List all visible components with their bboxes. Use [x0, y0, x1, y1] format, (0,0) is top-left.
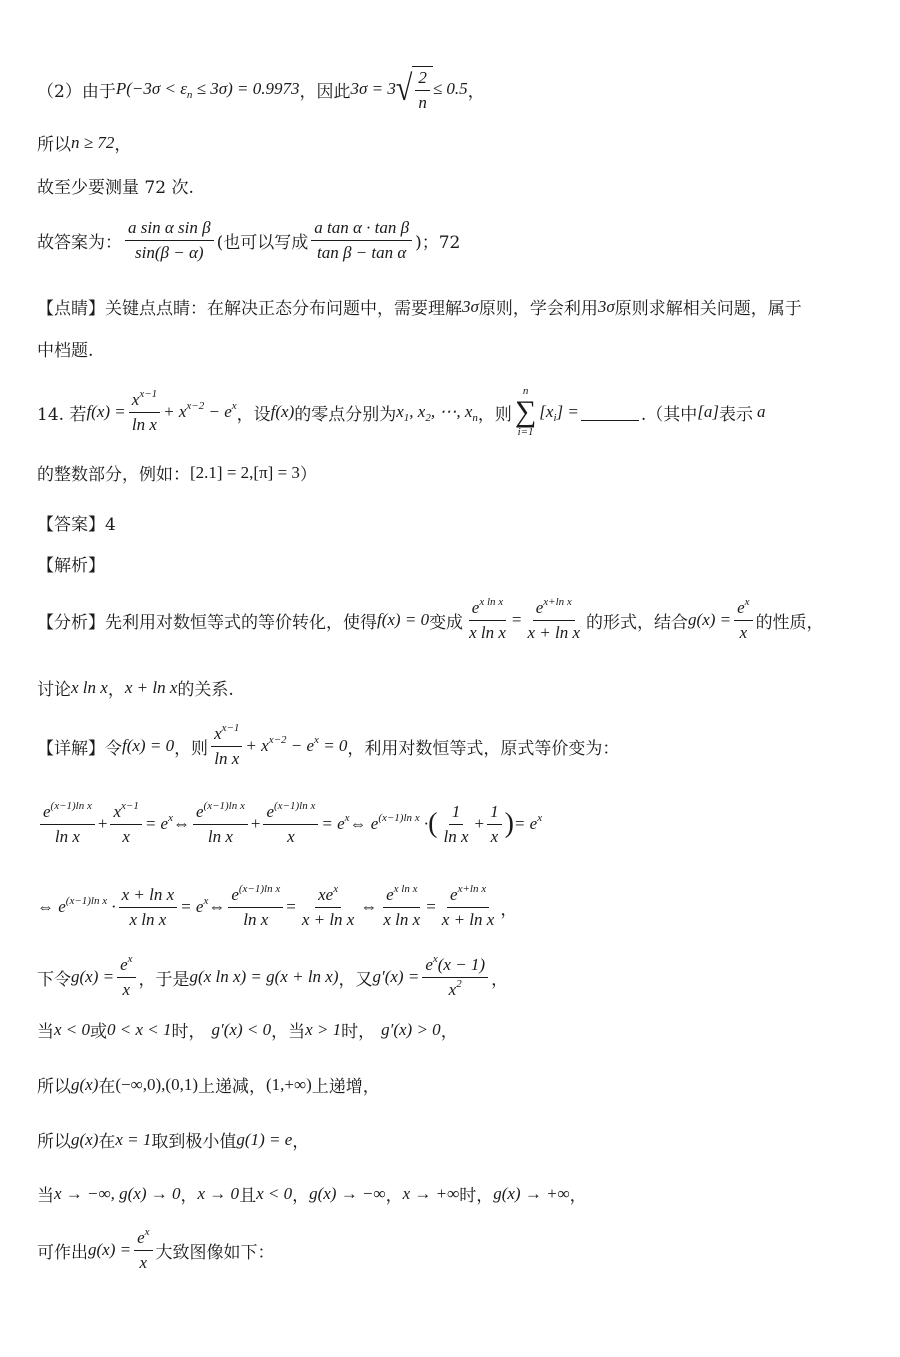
math: f(x) = 0 [122, 736, 175, 756]
math: ≤ 0.5 [432, 79, 468, 99]
conclusion-n-line [37, 130, 131, 155]
analysis-line [37, 595, 824, 642]
text: （2）由于 [37, 81, 116, 102]
graph-intro-line [37, 1225, 275, 1272]
answer-blank [581, 404, 639, 421]
fraction: $\frac{x^{x-1}}{\text{ln x}}$ [129, 390, 160, 434]
math: n ≥ 72 [71, 132, 115, 152]
text: 故答案为： [37, 232, 122, 253]
text: 时， [341, 1022, 376, 1042]
fraction: $\frac{x^{x-1}}{\text{ln x}}$ [211, 724, 242, 768]
math: g(x) [71, 1074, 99, 1094]
text: 讨论 [37, 680, 71, 700]
math: ⇔ [360, 897, 378, 917]
math: 3σ = 3 [350, 79, 396, 99]
math: g(x) = [688, 610, 732, 630]
fraction: $\frac{e^{x+ln x}}{\text{x + ln x}}$ [527, 595, 581, 642]
text: )；72 [415, 232, 461, 253]
fraction: $\frac{e^x}{x}$ [134, 1228, 152, 1272]
text: 在 [98, 1132, 116, 1152]
math: $[x_i]$ = [539, 402, 579, 424]
text: ， [491, 969, 509, 990]
text: ， [440, 1022, 458, 1042]
text: ， [107, 680, 125, 700]
text: 时， [171, 1022, 206, 1042]
fraction: $\frac{e^{x+ln x}}{\text{x + ln x}}$ [441, 882, 495, 929]
answer-formula-line [37, 218, 460, 262]
analysis-heading [37, 551, 105, 576]
fraction: $\frac{e^{(x-1)ln x}}{x}$ [263, 802, 318, 846]
math: x < 0 [54, 1019, 91, 1039]
text: ，于是 [138, 969, 190, 990]
math: = $e^x$ [180, 894, 209, 917]
fraction: $\frac{e^{x ln x}}{\text{x ln x}}$ [469, 595, 506, 642]
text: 或 [90, 1022, 108, 1042]
math: + [97, 814, 108, 834]
math: $x_1$, $x_2$, ⋯, $x_n$ [396, 402, 478, 424]
comment-line-2 [37, 336, 93, 361]
text: 的性质， [755, 612, 824, 633]
math: f(x) = 0 [377, 610, 430, 630]
equation-1 [37, 799, 543, 846]
fraction: $\frac{e^{(x-1)ln x}}{\text{ln x}}$ [228, 885, 283, 929]
text: 可作出 [37, 1242, 88, 1263]
math: 3σ [597, 296, 615, 316]
math: [2.1] = 2,[π] = 3 [190, 462, 300, 482]
math: x < 0 [256, 1183, 293, 1203]
text: 【分析】先利用对数恒等式的等价转化，使得 [37, 612, 377, 633]
minimum-line [37, 1127, 309, 1152]
text: ， [292, 1132, 310, 1152]
math: g(x) → +∞ [493, 1183, 570, 1203]
monotonic-condition-line [37, 1017, 458, 1042]
text: 变成 [429, 612, 464, 633]
math: x > 1 [305, 1019, 342, 1039]
fraction: $\frac{x^{x-1}}{x}$ [110, 802, 141, 846]
math: x = 1 [115, 1129, 152, 1149]
solution-part2-line [37, 66, 485, 112]
math: f(x) = [86, 402, 126, 421]
text: 所以 [37, 135, 71, 155]
math: = $e^x$ [321, 811, 350, 834]
equation-2 [37, 882, 518, 929]
conclusion-72-line [37, 173, 194, 198]
text: 大致图像如下： [155, 1242, 275, 1263]
text: 且 [239, 1186, 257, 1206]
math: g(x ln x) = g(x + ln x) [189, 967, 339, 987]
math: = $e^x$ [144, 811, 173, 834]
math: + $x^{x-2} - e^x$ [163, 399, 237, 421]
math: ( [428, 808, 438, 840]
math: a [756, 402, 766, 421]
math: ⇔ $e^{(x-1)ln x}$ · [37, 894, 116, 917]
text: 上递增， [311, 1077, 380, 1097]
math: f(x) [270, 402, 295, 421]
fraction: $\frac{\text{a tan α · tan β}}{\text{tan β − tan α}}$ [311, 218, 412, 262]
text: 【答案】4 [37, 515, 116, 535]
summation: n ∑ i=1 [514, 385, 537, 438]
text: ， [500, 899, 518, 920]
math: ⇔ [173, 814, 190, 834]
fraction: $\frac{\text{x + ln x}}{\text{x ln x}}$ [119, 885, 178, 929]
text: 故至少要测量 72 次. [37, 178, 194, 198]
math: (−∞,0),(0,1) [115, 1074, 198, 1094]
text: 下令 [37, 969, 71, 990]
math: x + ln x [124, 677, 178, 697]
question-14-cont [37, 460, 317, 485]
text: 在 [98, 1077, 116, 1097]
math: ) [504, 808, 514, 840]
text: 时， [459, 1186, 494, 1206]
text: ， [292, 1186, 310, 1206]
fraction: $\frac{e^x}{x}$ [117, 955, 135, 999]
text: 中档题. [37, 341, 94, 361]
fraction: $\frac{e^{(x-1)ln x}}{\text{ln x}}$ [193, 802, 248, 846]
text: 当 [37, 1022, 54, 1042]
g-definition-line [37, 952, 509, 999]
text: 的零点分别为 [294, 404, 397, 425]
fraction: $\frac{1}{\text{ln x}}$ [443, 802, 469, 846]
text: 的整数部分，例如： [37, 465, 190, 485]
math: g(x) = [71, 967, 115, 987]
text: ，当 [271, 1022, 306, 1042]
text: .（其中 [640, 404, 698, 425]
math: + [474, 814, 485, 834]
math: + $x^{x-2} - e^x = 0$ [245, 733, 348, 756]
text: 14. 若 [37, 404, 87, 425]
math: = $e^x$ [513, 811, 543, 834]
text: 的形式，结合 [586, 612, 689, 633]
fraction: $\frac{e^{x ln x}}{\text{x ln x}}$ [383, 882, 421, 929]
math: ⇔ $e^{(x-1)ln x}$ · [349, 811, 429, 834]
math: x → 0 [197, 1183, 240, 1203]
text: ，设 [236, 404, 271, 425]
text: ， [569, 1186, 587, 1206]
text: ，则 [477, 404, 512, 425]
text: 所以 [37, 1132, 71, 1152]
monotonic-interval-line [37, 1072, 380, 1097]
text: 取到极小值 [151, 1132, 237, 1152]
text: 所以 [37, 1077, 71, 1097]
math: 0 < x < 1 [107, 1019, 172, 1039]
text: ，因此 [299, 81, 351, 102]
math: g(x) = [88, 1240, 132, 1260]
text: 原则，学会利用 [478, 299, 598, 319]
math: ⇔ [208, 897, 226, 917]
text: 【点睛】关键点点睛：在解决正态分布问题中，需要理解 [37, 299, 462, 319]
math: = [286, 897, 296, 917]
text: ， [180, 1186, 198, 1206]
text: 当 [37, 1186, 54, 1206]
text: ，利用对数恒等式，原式等价变为： [347, 738, 620, 759]
text: 原则求解相关问题，属于 [614, 299, 802, 319]
fraction: $\frac{e^x}{x}$ [734, 598, 752, 642]
math: g′(x) < 0 [211, 1019, 272, 1039]
fraction: $\frac{e^{(x-1)ln x}}{\text{ln x}}$ [40, 802, 95, 846]
sqrt: √ $\frac{2}{n}$ [396, 66, 433, 112]
text: 表示 [718, 404, 753, 425]
text: ， [114, 135, 132, 155]
text: 上递减， [197, 1077, 266, 1097]
math: + [250, 814, 261, 834]
text: ， [467, 81, 485, 102]
analysis-line-2 [37, 675, 234, 700]
math: = [511, 610, 522, 630]
limit-line [37, 1181, 587, 1206]
math: g′(x) > 0 [381, 1019, 441, 1039]
text: 【详解】令 [37, 738, 122, 759]
math: g(1) = e [236, 1129, 293, 1149]
detail-line [37, 721, 620, 768]
math: = [426, 897, 436, 917]
answer-line [37, 510, 116, 535]
text: ，则 [174, 738, 209, 759]
fraction: $\frac{\text{a sin α sin β}}{\sin(\beta - \alpha)}$ [125, 218, 214, 262]
fraction: $\frac{1}{x}$ [487, 802, 502, 846]
math: g(x) → −∞ [309, 1183, 386, 1203]
math: $P(-3\sigma < \varepsilon_n \le 3\sigma) = 0.9973$ [115, 79, 300, 101]
text: (也可以写成 [216, 232, 309, 253]
text: ，又 [338, 969, 373, 990]
question-14 [37, 386, 765, 438]
text: 的关系. [177, 680, 234, 700]
comment-line [37, 294, 802, 319]
math: 3σ [462, 296, 479, 316]
math: x ln x [71, 677, 108, 697]
math: [a] [697, 402, 719, 421]
math: g′(x) = [372, 967, 420, 987]
math: x → −∞, g(x) → 0 [54, 1183, 181, 1203]
math: g(x) [71, 1129, 99, 1149]
text: 【解析】 [37, 556, 105, 576]
fraction: $\frac{e^x(x - 1)}{x^2}$ [422, 955, 488, 999]
text: ， [385, 1186, 403, 1206]
math: (1,+∞) [265, 1074, 312, 1094]
text: ） [299, 465, 317, 485]
fraction: $\frac{xe^x}{\text{x + ln x}}$ [301, 882, 355, 929]
math: x → +∞ [402, 1183, 460, 1203]
